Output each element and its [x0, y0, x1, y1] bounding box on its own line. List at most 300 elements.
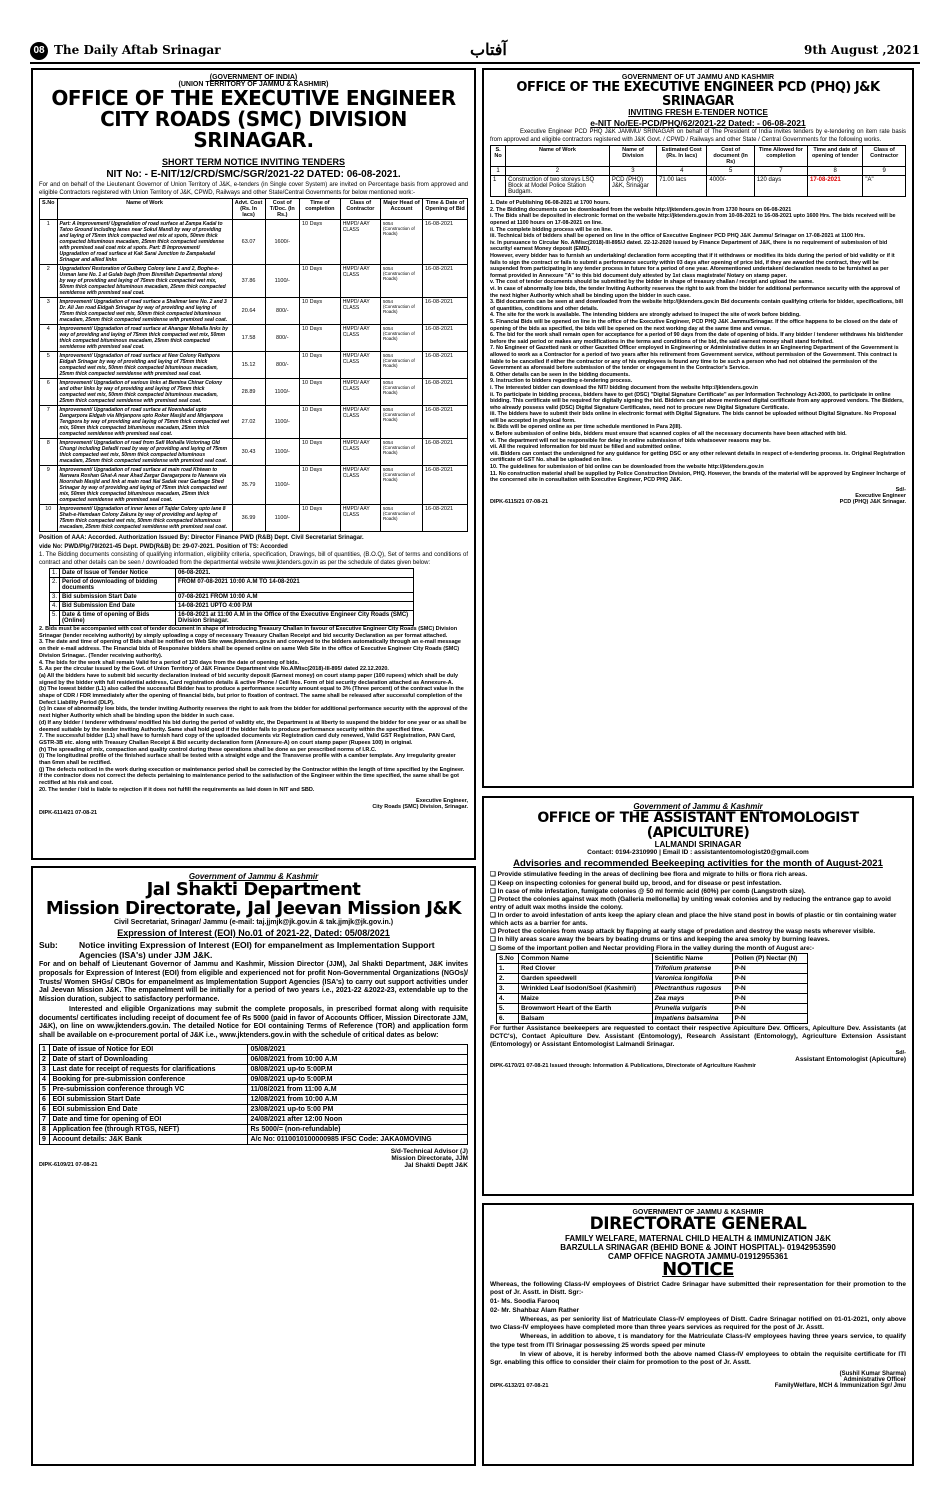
- column-header: Time & Date of Opening of Bid: [422, 199, 467, 220]
- dg-name-1: 01- Ms. Soodia Farooq: [490, 1297, 560, 1305]
- flora-cell: Zea mays: [652, 993, 732, 1003]
- schedule-label: Pre-submission conference through VC: [50, 1084, 248, 1094]
- note-item: v. The cost of tender documents should be submitted by the bidder in shape of treasury challan / receipt and upload the same.: [490, 279, 814, 286]
- row-number: 9: [40, 1134, 50, 1144]
- estimated-cost: 71.00 lacs: [657, 176, 707, 197]
- advisory-text: Provide stimulative feeding in the areas of declining bee flora and migrate to hills or flora rich areas.: [497, 871, 808, 879]
- schedule-label: Account details: J&K Bank: [50, 1134, 248, 1144]
- head-of-account: 5054 (Construction of Roads): [381, 379, 423, 406]
- date-row: [50, 593, 414, 602]
- schedule-label: EOI submission Start Date: [50, 1094, 248, 1104]
- ento-gov: Government of Jammu & Kashmir: [633, 802, 763, 811]
- advisory-item: [490, 912, 906, 928]
- checkbox-bullet-icon: ❏: [490, 912, 498, 919]
- document-cost: 4000/-: [707, 176, 754, 197]
- work-name: Improvement/ Upgradation of various links at Bemina Chinar Colony and other links by way of providing and laying of 75mm thick compacted wet mix, 50mm thick compacted bituminous macadam, 25mm thick compacted semidense with premixed seal coat.: [57, 379, 232, 406]
- work-name: Improvement/ Upgradation of road surface at Nowshadal upto Dangarpora Eidgah via Mirjanpora upto Roker Masjid and Mirjanpora Tengpora by way of providing and laying of 75mm thick compacted wet mix, 50mm thick compacted bituminous macadam, 25mm thick compacted semidense with premixed seal coat.: [57, 406, 232, 439]
- advisory-item: [490, 945, 906, 953]
- work-name: Improvement/ Upgradation of road surface a Shalimar lane No. 2 and 3 Dr. Ali Jan road Eidgah Srinagar by way of providing and laying of 75mm thick compacted wet mix, 50mm thick compacted bituminous macadam, 25mm thick compacted semidense with premixed seal coat.: [57, 298, 232, 325]
- note-item: (h) The spreading of mix, compaction and quality control during these operations shall be done as per prescribed norms of I.R.C.: [39, 746, 377, 753]
- advisory-text: Some of the important pollen and Nectar providing Flora in the valley during the month of August are:-: [497, 944, 815, 952]
- ento-headline: Advisories and recommended Beekeeping activities for the month of August-2021: [513, 858, 883, 870]
- dg-dipk: DIPK-6132/21 07-08-21: [490, 1382, 549, 1389]
- head-of-account: 5054 (Construction of Roads): [381, 265, 423, 298]
- date-row: [50, 602, 414, 611]
- column-header: Cost of document (In Rs): [707, 146, 754, 167]
- column-number: 3: [609, 167, 656, 176]
- note-item: 1. Date of Publishing 06-08-2021 at 1700 hours.: [490, 200, 611, 207]
- note-item: 7. The successful bidder (L1) shall have to furnish hard copy of the uploaded documents viz Registration card duly renewed, Valid GST Registration, PAN Card, GSTR-3B etc. along with Treasury Challan Receipt & Bid security declaration form (Annexure-A) on court stamp paper (Rupees 100) in original.: [39, 733, 456, 746]
- document-cost: 800/-: [265, 298, 299, 325]
- smc-dates-table: [49, 568, 414, 626]
- checkbox-bullet-icon: ❏: [490, 895, 498, 903]
- note-item: 4. The site for the work is available. The intending bidders are strongly advised to inspect the site of work before bidding.: [490, 312, 801, 319]
- note-item: i. The Bids shall be deposited in electronic format on the website http://jktenders.gov.in from 10-08-2021 to 16-08-2021 upto 1600 Hrs. The bids received will be opened at 1100 hours on 17-08-2021 on line.: [490, 213, 896, 227]
- flora-cell: 6.: [497, 1013, 519, 1023]
- checkbox-bullet-icon: ❏: [490, 887, 498, 895]
- row-number: 1: [491, 176, 506, 197]
- date-label: Date & time of opening of Bids (Online): [60, 611, 176, 626]
- checkbox-bullet-icon: ❏: [490, 871, 498, 879]
- jal-para-1: For and on behalf of Lieutenant Governor of Jammu and Kashmir, Mission Director (JJM), Jal Shakti Department, J&K invites proposals for Expression of Interest (EOI) from eligible and experienced not for profit Non-Governmental Organizations (NGOs)/ Trusts/ Women SHGs/ CBOs for empanelment as Implementation Support Agencies (ISA's) to carry out support activities under Jal Jeevan Mission J&K. The empanelment will be initially for a period of two years i.e., 2021-22 &2022-23, extendable up to the Mission duration, subject to satisfactory performance.: [39, 961, 468, 1004]
- flora-cell: P-N: [732, 993, 808, 1003]
- column-number: 7: [754, 167, 807, 176]
- note-item: 5. As per the circular issued by the Govt. of Union Territory of J&K Finance Department vide No.A/Misc(2018)-III-895/ dated 22.12.2020.: [39, 666, 389, 673]
- schedule-label: Date of issue of Notice for EOI: [50, 1044, 248, 1054]
- pcd-title: OFFICE OF THE EXECUTIVE ENGINEER PCD (PHQ) J&K SRINAGAR: [516, 80, 880, 109]
- table-row: [40, 466, 468, 505]
- date-value: 07-08-2021 FROM 10:00 A.M: [175, 593, 413, 602]
- contractor-class: HMPD/ AAY CLASS: [340, 298, 380, 325]
- directorate-general-notice: [482, 1203, 914, 1466]
- ento-sd: Sd/-: [895, 1050, 906, 1056]
- flora-cell: Veronica longifolia: [652, 973, 732, 983]
- jal-title-1: Jal Shakti Department: [146, 879, 361, 900]
- date-row: [50, 578, 414, 593]
- opening-date: 16-08-2021: [422, 352, 467, 379]
- column-header: Time Allowed for completion: [754, 146, 807, 167]
- page-header: [30, 40, 920, 64]
- flora-cell: Red Clover: [519, 963, 653, 973]
- opening-date: 16-08-2021: [422, 220, 467, 265]
- dg-para-1: Whereas, the following Class-IV employees of District Cadre Srinagar have submitted their representation for their promotion to the post of Jr. Asstt. in Distt. Sgr:-: [490, 1280, 906, 1296]
- date-label: Period of downloading of bidding documents: [60, 578, 176, 593]
- opening-date: 16-08-2021: [422, 406, 467, 439]
- document-cost: 1100/-: [265, 406, 299, 439]
- column-header: Major Head of Account: [381, 199, 423, 220]
- table-row: [497, 963, 808, 973]
- table-row: [40, 505, 468, 532]
- dg-gov: GOVERNMENT OF JAMMU & KASHMIR: [632, 1209, 764, 1216]
- advertised-cost: 37.86: [232, 265, 265, 298]
- pcd-works-table: [490, 145, 906, 197]
- smc-ut: (UNION TERRITORY OF JAMMU & KASHMIR): [178, 81, 329, 88]
- ento-bullet-list: [490, 871, 906, 952]
- column-header: Class of Contractor: [340, 199, 380, 220]
- pcd-gov: GOVERNMENT OF UT JAMMU AND KASHMIR: [621, 74, 775, 81]
- column-header: S.No: [40, 199, 58, 220]
- pcd-intro: Executive Engineer PCD PHQ J&K JAMMU/ SRINAGAR on behalf of The President of India invites tenders by e-tendering on item rate basis from approved and eligible contractors registered with J&K Govt. / CPWD / Railways and other State / Central Governments for the following works.: [490, 129, 906, 143]
- note-item: ii. To participate in bidding process, bidders have to get (DSC) "Digital Signature Certificate" as per Information Technology Act-2000, to participate in online bidding. This certificate will be required for digitally signing the bid. Bidders can get above mentioned digital certificate from any approved vendors. The Bidders, who already possess valid (DSC) Digital Signature Certificates, need not to procure new Digital Signature Certificate.: [490, 391, 904, 411]
- smc-nit-number: NIT No: - E-NIT/12/CRD/SMC/SGR/2021-22 DATED: 06-08-2021.: [106, 169, 401, 180]
- contractor-class: HMPD/ AAY CLASS: [340, 379, 380, 406]
- table-row: [40, 1094, 468, 1104]
- row-number: 7: [40, 406, 58, 439]
- checkbox-bullet-icon: ❏: [490, 944, 498, 952]
- smc-works-table: [39, 198, 468, 532]
- note-item: v. Before submission of online bids, bidders must ensure that scanned copies of all the necessary documents have been attached with bid.: [490, 431, 847, 438]
- issue-date: 9th August ,2021: [804, 43, 920, 57]
- contractor-class: HMPD/ AAY CLASS: [340, 352, 380, 379]
- row-number: 2: [40, 265, 58, 298]
- dg-line-1: FAMILY WELFARE, MATERNAL CHILD HEALTH & IMMUNIZATION J&K: [564, 1233, 832, 1243]
- dg-sign-2: Administrative Officer: [843, 1376, 906, 1383]
- date-value: 06-08-2021.: [175, 569, 413, 578]
- note-item: iii. Technical bids of bidders shall be opened on line in the office of Executive Engineer PCD PHQ J&K Jammu/ Srinagar on 17-08-2021 at 1100 Hrs.: [490, 233, 865, 240]
- flora-cell: 4.: [497, 993, 519, 1003]
- date-row: [50, 569, 414, 578]
- row-number: 8: [40, 1124, 50, 1134]
- flora-cell: Maize: [519, 993, 653, 1003]
- column-header: Cost of T/Doc. (In Rs.): [265, 199, 299, 220]
- note-item: vii. All the required information for bid must be filled and submitted online.: [490, 444, 682, 451]
- dg-sign-3: FamilyWelfare, MCH & Immunization Sgr/ Jmu: [774, 1382, 906, 1389]
- smc-sign-1: Executive Engineer,: [416, 797, 468, 804]
- checkbox-bullet-icon: ❏: [490, 936, 498, 944]
- schedule-label: Booking for pre-submission conference: [50, 1074, 248, 1084]
- head-of-account: 5054 (Construction of Roads): [381, 325, 423, 352]
- dg-line-3: CAMP OFFICE NAGROTA JAMMU-01912955361: [608, 1251, 788, 1261]
- row-number: 2.: [50, 578, 60, 593]
- column-header: Pollen (P) Nectar (N): [732, 953, 808, 963]
- table-row: [40, 1054, 468, 1064]
- schedule-value: 06/08/2021 from 10:00 A.M: [248, 1054, 468, 1064]
- ento-outro: For further Assistance beekeepers are requested to contact their respective Apiculture Dev. Officers, Apiculture Dev. Assistants (at DCTC's), Contact Apiculture Dev. Assistant (Entomology), Research Assistant (Entomology), Agriculture Extension Assistant (Entomology) or Assistant Entomologist Lalmandi Srinagar.: [490, 1024, 906, 1048]
- note-item: 2. The Bidding documents can be downloaded from the website http://jktenders.gov.in from 1730 hours on 06-08-2021: [490, 206, 792, 213]
- row-number: 6: [40, 1104, 50, 1114]
- document-cost: 1100/-: [265, 505, 299, 532]
- flora-cell: Balsam: [519, 1013, 653, 1023]
- date-row: [50, 611, 414, 626]
- head-of-account: 5054 (Construction of Roads): [381, 466, 423, 505]
- schedule-label: Date of start of Downloading: [50, 1054, 248, 1064]
- note-item: (j) The defects noticed in the work during execution or maintenance period shall be corrected by the Contractor within the length of time specified by the Engineer. If the contractor does not correct the defects pertaining to maintenance period to the satisfaction of the Engineer within the time specified, the same shall be got rectified at his risk and cost.: [39, 766, 465, 787]
- flora-cell: P-N: [732, 973, 808, 983]
- advertised-cost: 27.02: [232, 406, 265, 439]
- date-label: Bid submission Start Date: [60, 593, 176, 602]
- row-number: 4: [40, 325, 58, 352]
- column-header: Common Name: [519, 953, 653, 963]
- note-item: (d) If any bidder / tenderer withdraws/ modified his bid during the period of validity etc, the Department is at liberty to suspend the bidder for one year or as shall be deemed suitable by the tender inviting Authority. Same shall hold good if the bidder fails to produce performance security within the specified time.: [39, 719, 467, 733]
- work-name: Upgradation/ Restoration of Gulberg Colony lane 1 and 2, Boghe-e-Usman lane No. 1 at Gulab bagh (from Bismillah Departmental store) by way of providing and laying of 75mm thick compacted wet mix, 50mm thick compacted bituminous macadam, 25mm thick compacted semidense with premixed seal coat.: [57, 265, 232, 298]
- dg-notice-heading: NOTICE: [662, 1258, 734, 1280]
- work-name: Construction of two storeys LSQ Block at Model Police Station Budgam.: [506, 176, 610, 197]
- column-number: 2: [506, 167, 610, 176]
- date-value: FROM 07-08-2021 10:00 A.M TO 14-08-2021: [175, 578, 413, 593]
- completion-time: 10 Days: [299, 352, 340, 379]
- schedule-label: Last date for receipt of requests for clarifications: [50, 1064, 248, 1074]
- date-value: 16-08-2021 at 11:00 A.M in the Office of the Executive Engineer City Roads (SMC) Division Srinagar.: [175, 611, 413, 626]
- pcd-dipk: DIPK-6115/21 07-08-21: [490, 498, 549, 505]
- table-row: [497, 1013, 808, 1023]
- completion-time: 10 Days: [299, 439, 340, 466]
- flora-cell: Wrinkled Leaf Isodon/Soel (Kashmiri): [519, 983, 653, 993]
- opening-date: 16-08-2021: [422, 325, 467, 352]
- flora-cell: 2.: [497, 973, 519, 983]
- document-cost: 1100/-: [265, 265, 299, 298]
- note-item: 5. Financial Bids will be opened on line in the office of the Executive Engineer, PCD PHQ J&K Jammu/Srinagar. If the office happens to be closed on the date of opening of the bids as specified, the bids will be opened on the next working day at the same time and venue.: [490, 318, 898, 332]
- jal-para-2: Interested and eligible Organizations may submit the complete proposals, in prescribed format along with requisite documents/ certificates including receipt of document fee of Rs 5000 (paid in favor of Accounts Officer, Mission Directorate JJM, J&K), on line on www.jktenders.gov.in. The detailed Notice for EOI containing Terms of Reference (TOR) and application form shall be available on e-procurement portal of J&K i.e., www.jktenders.gov.in with the schedule of critical dates as below:: [39, 1005, 468, 1040]
- note-item: viii. Bidders can contact the undersigned for any guidance for getting DSC or any other relevant details in respect of e-tendering process. ix. Original Registration certificate of GST No. shall be uploaded on line.: [490, 450, 905, 464]
- advisory-text: In hilly areas scare away the bears by beating drums or tins and keeping the area smoky by burning leaves.: [497, 936, 830, 944]
- note-item: iii. The bidders have to submit their bids online in electronic format with Digital Signature. The bids cannot be uploaded without Digital Signature. No Proposal will be accepted in physical form.: [490, 411, 897, 424]
- dg-line-2: BARZULLA SRINAGAR (BEHID BONE & JOINT HOSPITAL)- 01942953590: [560, 1242, 836, 1252]
- pcd-notice-heading: INVITING FRESH E-TENDER NOTICE: [628, 108, 768, 118]
- column-header: Time of completion: [299, 199, 340, 220]
- work-name: Improvement/ Upgradation of inner lanes of Tajdar Colony upto lane 8 Shah-e-Hamdaan Colony Zakura by way of providing and laying of 75mm thick compacted wet mix, 50mm thick compacted bituminous macadam, 25mm thick compacted semidense with premixed seal coat.: [57, 505, 232, 532]
- schedule-label: Application fee (through RTGS, NEFT): [50, 1124, 248, 1134]
- table-row: [497, 1003, 808, 1013]
- note-item: 6. The bid for the work shall remain open for acceptance for a period of 90 days from the date of opening of bids. If any bidder / tenderer withdraws his bid/tender before the said period or makes any modifications in the terms and conditions of the bid, the said earnest money shall stand forfeited.: [490, 332, 904, 345]
- ento-contact: Contact: 0194-2310990 | Email ID : assistantentomologist20@gmail.com: [587, 849, 809, 857]
- smc-position: Position of AAA: Accorded. Authorization Issued By: Director Finance PWD (R&B) Dept. Civil Secretariat Srinagar.: [39, 535, 364, 541]
- ento-place: LALMANDI SRINAGAR: [654, 840, 742, 850]
- jal-sub-label: Sub:: [39, 939, 58, 950]
- column-header: S. No: [491, 146, 506, 167]
- pcd-nit-number: e-NIT No/EE-PCD/PHQ/62/2021-22 Dated: - 06-08-2021: [590, 118, 806, 129]
- column-number: 9: [863, 167, 906, 176]
- advertised-cost: 30.43: [232, 439, 265, 466]
- work-name: Improvement/ Upgradation of road surface at main road Khiwan to Narwara Roshan Ghat-A near Ahad Zargar Daragarpora to Narwara via Noorshah Masjid and link at main road Nai Sadak near Garbage Shed Srinagar by way of providing and laying of 75mm thick compacted wet mix, 50mm thick compacted bituminous macadam, 25mm thick compacted semidense with premixed seal coat.: [57, 466, 232, 505]
- pcd-sign-2: PCD (PHQ) J&K Srinagar.: [839, 498, 906, 505]
- row-number: 3: [40, 298, 58, 325]
- completion-time: 10 Days: [299, 220, 340, 265]
- table-row: [491, 176, 906, 197]
- schedule-value: 09/08/2021 up-to 5:00P.M: [248, 1074, 468, 1084]
- column-number: 5: [707, 167, 754, 176]
- advertised-cost: 35.79: [232, 466, 265, 505]
- advisory-item: [490, 936, 906, 944]
- smc-notes: [39, 626, 468, 794]
- table-row: [40, 379, 468, 406]
- column-header: Name of Work: [506, 146, 610, 167]
- flora-cell: 3.: [497, 983, 519, 993]
- document-cost: 800/-: [265, 352, 299, 379]
- smc-notice-heading: SHORT TERM NOTICE INVITING TENDERS: [161, 157, 345, 167]
- jal-sign-3: Jal Shakti Deptt J&K: [404, 1161, 468, 1169]
- contractor-class: HMPD/ AAY CLASS: [340, 406, 380, 439]
- jal-sign-2: Mission Directorate, JJM: [391, 1154, 468, 1162]
- note-item: 3. The date and time of opening of Bids shall be notified on Web Site www.jktenders.gov.in and conveyed to the bidders automatically through an e-mail message on their e-mail address. The Financial bids of Responsive bidders shall be opened online on same Web Site in the office of Executive Engineer City Roads (SMC) Division Srinagar.. (Tender receiving authority).: [39, 639, 461, 659]
- completion-time: 10 Days: [299, 265, 340, 298]
- flora-table: [496, 953, 808, 1024]
- table-row: [40, 265, 468, 298]
- jal-address: Civil Secretariat, Srinagar/ Jammu (e-mail: taj.jjmjk@jk.gov.in & tak.jjmjk@jk.gov.in.): [113, 918, 394, 926]
- advisory-item: [490, 888, 906, 896]
- row-number: 5.: [50, 611, 60, 626]
- advertised-cost: 15.12: [232, 352, 265, 379]
- table-row: [40, 406, 468, 439]
- advisory-text: Keep on inspecting colonies for general build up, brood, and for disease or pest infestation.: [497, 879, 782, 887]
- dg-para-4: In view of above, it is hereby informed both the above named Class-IV employees to obtain the requisite certificate for ITI Sgr. enabling this office to consider their claim for promotion to the post of Jr. Asstt.: [490, 1350, 906, 1366]
- flora-cell: Prunella vulgaris: [652, 1003, 732, 1013]
- document-cost: 1100/-: [265, 466, 299, 505]
- advisory-text: In order to avoid infestation of ants keep the apiary clean and place the hive stand post in bowls of plastic or tin containing water which acts as a barrier for ants.: [490, 912, 897, 928]
- note-item: 11. No construction material shall be supplied by Police Construction Division, PHQ. However, the brands of the material will be approved by Engineer Incharge of the concerned site in consultation with Executive Engineer, PCD PHQ J&K.: [490, 470, 906, 484]
- schedule-label: EOI submission End Date: [50, 1104, 248, 1114]
- head-of-account: 5054 (Construction of Roads): [381, 298, 423, 325]
- ento-dipk: DIPK-6170/21 07-08-21 Issued through: Information & Publications, Directorate of Agriculture Kashmir: [490, 1063, 756, 1069]
- schedule-value: Rs 5000/= (non-refundable): [248, 1124, 468, 1134]
- row-number: 9: [40, 466, 58, 505]
- row-number: 1: [40, 220, 58, 265]
- note-item: 9. Instruction to bidders regarding e-tendering process.: [490, 378, 633, 385]
- completion-time: 10 Days: [299, 298, 340, 325]
- row-number: 6: [40, 379, 58, 406]
- table-row: [40, 1074, 468, 1084]
- dg-name-2: 02- Mr. Shahbaz Alam Rather: [490, 1307, 579, 1315]
- head-of-account: 5054 (Construction of Roads): [381, 505, 423, 532]
- row-number: 2: [40, 1054, 50, 1064]
- pcd-sd: Sd/-: [895, 486, 906, 493]
- date-label: Date of Issue of Tender Notice: [60, 569, 176, 578]
- date-label: Bid Submission End Date: [60, 602, 176, 611]
- schedule-value: 05/08/2021: [248, 1044, 468, 1054]
- schedule-value: 24/08/2021 after 12:00 Noon: [248, 1114, 468, 1124]
- row-number: 10: [40, 505, 58, 532]
- column-header: Estimated Cost (Rs. In lacs): [657, 146, 707, 167]
- schedule-value: 23/08/2021 up-to 5:00 PM: [248, 1104, 468, 1114]
- schedule-value: 08/08/2021 up-to 5:00P.M: [248, 1064, 468, 1074]
- note-item: (a) All the bidders have to submit bid security declaration instead of bid security deposit (Earnest money) on court stamp paper (100 rupees) which shall be duly signed by the bidder with full residential address, Card registration details & active Phone / Cell Nos. Form of bid security declaration attached as Annexure-A.: [39, 672, 459, 686]
- note-item: ii. The complete bidding process will be on line.: [490, 226, 613, 233]
- row-number: 3.: [50, 593, 60, 602]
- schedule-value: 12/08/2021 from 10:00 A.M: [248, 1094, 468, 1104]
- flora-cell: Garden speedwell: [519, 973, 653, 983]
- note-item: However, every bidder has to furnish an undertaking/ declaration form accepting that if it withdraws or modifies its bids during the period of bid validity or if it fails to sign the contract or fails to submit a performance security within 03 days after opening of price bid, if they are awarded the contract, they will be suspended from participating in any tender process in future for a period of one year. Aforementioned undertaken/ declaration needs to be furnished as per format provided in Annexure "A" to this bid document duly attested by 1st class magistrate/ Notary on stamp paper.: [490, 253, 895, 279]
- jal-dipk: DIPK-6109/21 07-08-21: [39, 1161, 98, 1168]
- jal-sign-1: S/d-Technical Advisor (J): [390, 1147, 468, 1155]
- opening-date: 16-08-2021: [422, 466, 467, 505]
- jal-gov: Government of Jammu & Kashmir: [188, 872, 319, 881]
- newspaper-logo: آفتاب: [470, 42, 507, 59]
- note-item: (c) In case of abnormally low bids, the tender inviting Authority reserves the right to ask from the bidder for additional performance security with the approval of the next higher Authority which shall be binding upon the bidder in such case.: [39, 706, 468, 720]
- opening-date: 16-08-2021: [422, 265, 467, 298]
- advertised-cost: 36.99: [232, 505, 265, 532]
- dg-sign-1: (Sushil Kumar Sharma): [839, 1370, 906, 1377]
- note-item: 20. The tender / bid is liable to rejection if it does not fulfill the requirements as laid down in NIT and SBD.: [39, 786, 315, 793]
- note-item: iv. In pursuance to Circular No. A/Misc(2018)-III-895/J dated. 22-12-2020 issued by Finance Department of J&K, there is no requirement of submission of bid security/ earnest Money deposit (EMD).: [490, 239, 888, 253]
- smc-vide: vide No: PWD/Plg/79/2021-45 Dept. PWD(R&B) Dt: 29-07-2021. Position of TS: Accorded: [39, 543, 288, 550]
- table-row: [40, 325, 468, 352]
- ento-title: OFFICE OF THE ASSISTANT ENTOMOLOGIST (APICULTURE): [537, 810, 859, 841]
- row-number: 5: [40, 352, 58, 379]
- opening-date: 16-08-2021: [422, 439, 467, 466]
- jal-shakti-notice: [31, 866, 476, 1466]
- head-of-account: 5054 (Construction of Roads): [381, 406, 423, 439]
- smc-title-1: OFFICE OF THE EXECUTIVE ENGINEER: [51, 86, 456, 110]
- schedule-label: Date and time for opening of EOI: [50, 1114, 248, 1124]
- head-of-account: 5054 (Construction of Roads): [381, 220, 423, 265]
- pcd-sign-1: Executive Engineer: [855, 492, 906, 499]
- row-number: 5: [40, 1084, 50, 1094]
- column-header: Time and date of opening of tender: [807, 146, 862, 167]
- contractor-class: HMPD/ AAY CLASS: [340, 505, 380, 532]
- advisory-text: Protect the colonies from wasp attack by flapping at early stage of predation and destroy the wasp nests wherever visible.: [497, 928, 876, 936]
- flora-cell: 5.: [497, 1003, 519, 1013]
- advisory-item: [490, 896, 906, 912]
- flora-cell: Brownwort Heart of the Earth: [519, 1003, 653, 1013]
- note-item: 2. Bids must be accompanied with cost of tender document in shape of introducing Treasury Challan in favour of Executive Engineer City Roads (SMC) Division Srinagar (tender receiving authority) by simply uploading a copy of necessary Treasury Challan Receipt and bid security Declaration as per format attached.: [39, 626, 458, 639]
- table-row: [40, 1134, 468, 1144]
- table-row: [497, 973, 808, 983]
- note-item: 3. Bid documents can be seen at and downloaded from the website http://jktenders.gov.in Bid documents contain qualifying criteria for bidder, specifications, bill of quantities, conditions and other details.: [490, 299, 903, 312]
- row-number: 1: [40, 1044, 50, 1054]
- row-number: 1.: [50, 569, 60, 578]
- jal-eoi: Expression of Interest (EOI) No.01 of 2021-22, Dated: 05/08/2021: [117, 927, 390, 938]
- smc-title-2: CITY ROADS (SMC) DIVISION SRINAGAR.: [100, 107, 407, 152]
- row-number: 4: [40, 1074, 50, 1084]
- date-value: 14-08-2021 UPTO 4:00 P.M: [175, 602, 413, 611]
- newspaper-name: The Daily Aftab Srinagar: [54, 43, 221, 57]
- flora-cell: Plectranthus rugosus: [652, 983, 732, 993]
- work-name: Part: A Improvement/ Upgradation of road surface at Zampa Kadal to Tatoo Ground including lanes near Sokul Mandi by way of providing and laying of 75mm thick compacted wet mix at spots, 50mm thick compacted bituminous macadam, 25mm thick compacted semidense with premixed seal coat mix at spots. Part: B Improvement/ Upgradation of road surface at Kak Sarai Junction to Zampakadal Srinagar and allied links: [57, 220, 232, 265]
- flora-cell: P-N: [732, 1013, 808, 1023]
- flora-cell: P-N: [732, 983, 808, 993]
- note-item: 8. Other details can be seen in the bidding documents.: [490, 371, 630, 378]
- checkbox-bullet-icon: ❏: [490, 879, 498, 887]
- table-row: [40, 1064, 468, 1074]
- flora-cell: Impatiens balsamina: [652, 1013, 732, 1023]
- row-number: 6: [40, 1094, 50, 1104]
- pcd-notes: [490, 200, 906, 484]
- head-of-account: 5054 (Construction of Roads): [381, 352, 423, 379]
- schedule-value: A/c No: 0110010100000985 IFSC Code: JAKA0MOVING: [248, 1134, 468, 1144]
- completion-time: 10 Days: [299, 466, 340, 505]
- row-number: 3: [40, 1064, 50, 1074]
- column-header: Name of Work: [57, 199, 232, 220]
- jal-dates-table: [39, 1044, 468, 1145]
- column-number: 1: [491, 167, 506, 176]
- column-number: 4: [657, 167, 707, 176]
- flora-cell: Trifolium pratense: [652, 963, 732, 973]
- column-header: Scientific Name: [652, 953, 732, 963]
- opening-date: 16-08-2021: [422, 379, 467, 406]
- note-item: (i) The longitudinal profile of the finished surface shall be tested with a straight edge and the Transverse profile with a camber template. Any irregularity greater than 6mm shall be rectified.: [39, 753, 456, 767]
- checkbox-bullet-icon: ❏: [490, 928, 498, 936]
- note-item: 7. No Engineer of Gazetted rank or other Gazetted Officer employed in Engineering or Administrative duties in an Engineering Department of the Government is allowed to work as a Contractor for a period of two years after his retirement from Government service, without permission of the Government. This contract is liable to be cancelled if either the contractor or any of his employees is found any time to be such a person who had not obtained the permission of the Government as aforesaid before submission of the tender or engagement in the Contractor's Service.: [490, 345, 899, 372]
- document-cost: 1100/-: [265, 439, 299, 466]
- column-header: S.No: [497, 953, 519, 963]
- note-item: iv. Bids will be opened online as per time schedule mentioned in Para 2(III).: [490, 424, 682, 431]
- opening-date: 17-08-2021: [807, 176, 862, 197]
- table-row: [40, 298, 468, 325]
- opening-date: 16-08-2021: [422, 505, 467, 532]
- contractor-class: HMPD/ AAY CLASS: [340, 265, 380, 298]
- note-item: (b) The lowest bidder (L1) also called the successful Bidder has to produce a performance security amount equal to 3% (Three percent) of the contract value in the shape of CDR / FDR immediately after the opening of financial bids, but prior to fixation of contract. The same shall be released after successful completion of the Defect Liability Period (DLP).: [39, 686, 464, 706]
- table-row: [40, 1104, 468, 1114]
- column-number: 8: [807, 167, 862, 176]
- flora-cell: P-N: [732, 963, 808, 973]
- advisory-text: In case of mite infestation, fumigate colonies @ 50 ml formic acid (60%) per comb (Langstroth size).: [497, 887, 806, 895]
- column-header: Name of Division: [609, 146, 656, 167]
- smc-tender-notice: [31, 68, 476, 860]
- contractor-class: HMPD/ AAY CLASS: [340, 466, 380, 505]
- completion-time: 10 Days: [299, 325, 340, 352]
- completion-time: 10 Days: [299, 406, 340, 439]
- document-cost: 1100/-: [265, 379, 299, 406]
- contractor-class: "A": [863, 176, 906, 197]
